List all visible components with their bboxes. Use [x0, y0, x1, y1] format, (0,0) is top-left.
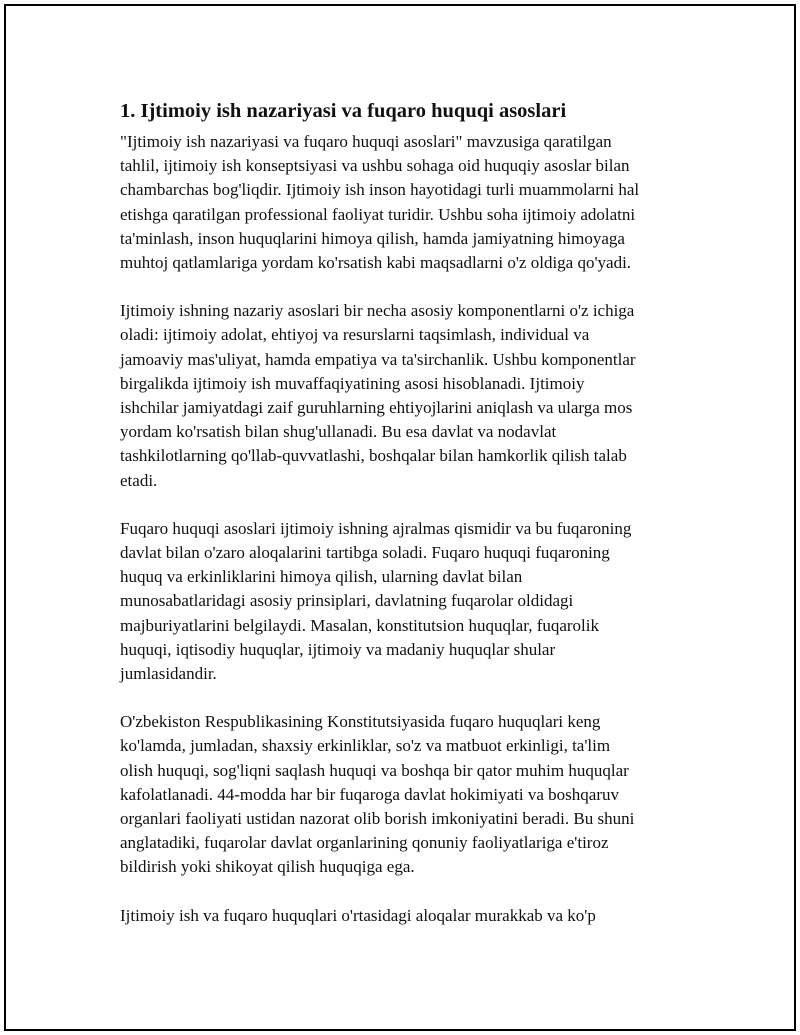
document-body [120, 98, 690, 952]
text-line: oladi: ijtimoiy adolat, ehtiyoj va resurslarni taqsimlash, individual va [120, 325, 590, 345]
text-line: tahlil, ijtimoiy ish konseptsiyasi va ushbu sohaga oid huquqiy asoslar bilan [120, 156, 630, 176]
text-line: anglatadiki, fuqarolar davlat organlarining qonuniy faoliyatlariga e'tiroz [120, 833, 609, 853]
text-line: Ijtimoiy ish va fuqaro huquqlari o'rtasidagi aloqalar murakkab va ko'p [120, 905, 596, 925]
paragraph-5 [120, 904, 690, 928]
text-line: davlat bilan o'zaro aloqalarini tartibga soladi. Fuqaro huquqi fuqaroning [120, 543, 610, 563]
text-line: Fuqaro huquqi asoslari ijtimoiy ishning ajralmas qismidir va bu fuqaroning [120, 518, 632, 538]
text-line: muhtoj qatlamlariga yordam ko'rsatish kabi maqsadlarni o'z oldiga qo'yadi. [120, 253, 632, 273]
text-line: jumlasidandir. [120, 664, 217, 684]
paragraph-3 [120, 517, 690, 686]
text-line: "Ijtimoiy ish nazariyasi va fuqaro huquqi asoslari" mavzusiga qaratilgan [120, 132, 612, 151]
section-heading: 1. Ijtimoiy ish nazariyasi va fuqaro huquqi asoslari [120, 100, 567, 122]
text-line: O'zbekiston Respublikasining Konstitutsiyasida fuqaro huquqlari keng [120, 712, 601, 732]
text-line: Ijtimoiy ishning nazariy asoslari bir necha asosiy komponentlarni o'z ichiga [120, 301, 635, 321]
text-line: majburiyatlarini belgilaydi. Masalan, konstitutsion huquqlar, fuqarolik [120, 615, 600, 635]
text-line: olish huquqi, sog'liqni saqlash huquqi va boshqa bir qator muhim huquqlar [120, 760, 629, 780]
text-line: etishga qaratilgan professional faoliyat turidir. Ushbu soha ijtimoiy adolatni [120, 204, 636, 224]
text-line: huquqi, iqtisodiy huquqlar, ijtimoiy va madaniy huquqlar shular [120, 639, 556, 659]
text-line: yordam ko'rsatish bilan shug'ullanadi. Bu esa davlat va nodavlat [120, 422, 557, 442]
paragraph-2 [120, 299, 690, 493]
text-line: ko'lamda, jumladan, shaxsiy erkinliklar, so'z va matbuot erkinligi, ta'lim [120, 736, 611, 756]
text-line: etadi. [120, 470, 158, 490]
text-line: ta'minlash, inson huquqlarini himoya qilish, hamda jamiyatning himoyaga [120, 228, 625, 248]
text-line: birgalikda ijtimoiy ish muvaffaqiyatining asosi hisoblanadi. Ijtimoiy [120, 373, 585, 393]
paragraph-4 [120, 710, 690, 879]
page-frame [4, 4, 796, 1031]
text-line: jamoaviy mas'uliyat, hamda empatiya va ta'sirchanlik. Ushbu komponentlar [120, 349, 636, 369]
text-line: ishchilar jamiyatdagi zaif guruhlarning ehtiyojlarini aniqlash va ularga mos [120, 398, 633, 418]
text-line: huquq va erkinliklarini himoya qilish, ularning davlat bilan [120, 567, 523, 587]
text-line: chambarchas bog'liqdir. Ijtimoiy ish inson hayotidagi turli muammolarni hal [120, 180, 640, 200]
text-line: bildirish yoki shikoyat qilish huquqiga ega. [120, 857, 415, 877]
text-line: kafolatlanadi. 44-modda har bir fuqaroga davlat hokimiyati va boshqaruv [120, 784, 619, 804]
text-line: tashkilotlarning qo'llab-quvvatlashi, boshqalar bilan hamkorlik qilish talab [120, 446, 627, 466]
text-line: munosabatlaridagi asosiy prinsiplari, davlatning fuqarolar oldidagi [120, 591, 574, 611]
text-line: organlari faoliyati ustidan nazorat olib borish imkoniyatini beradi. Bu shuni [120, 809, 635, 829]
paragraph-1 [120, 130, 690, 275]
